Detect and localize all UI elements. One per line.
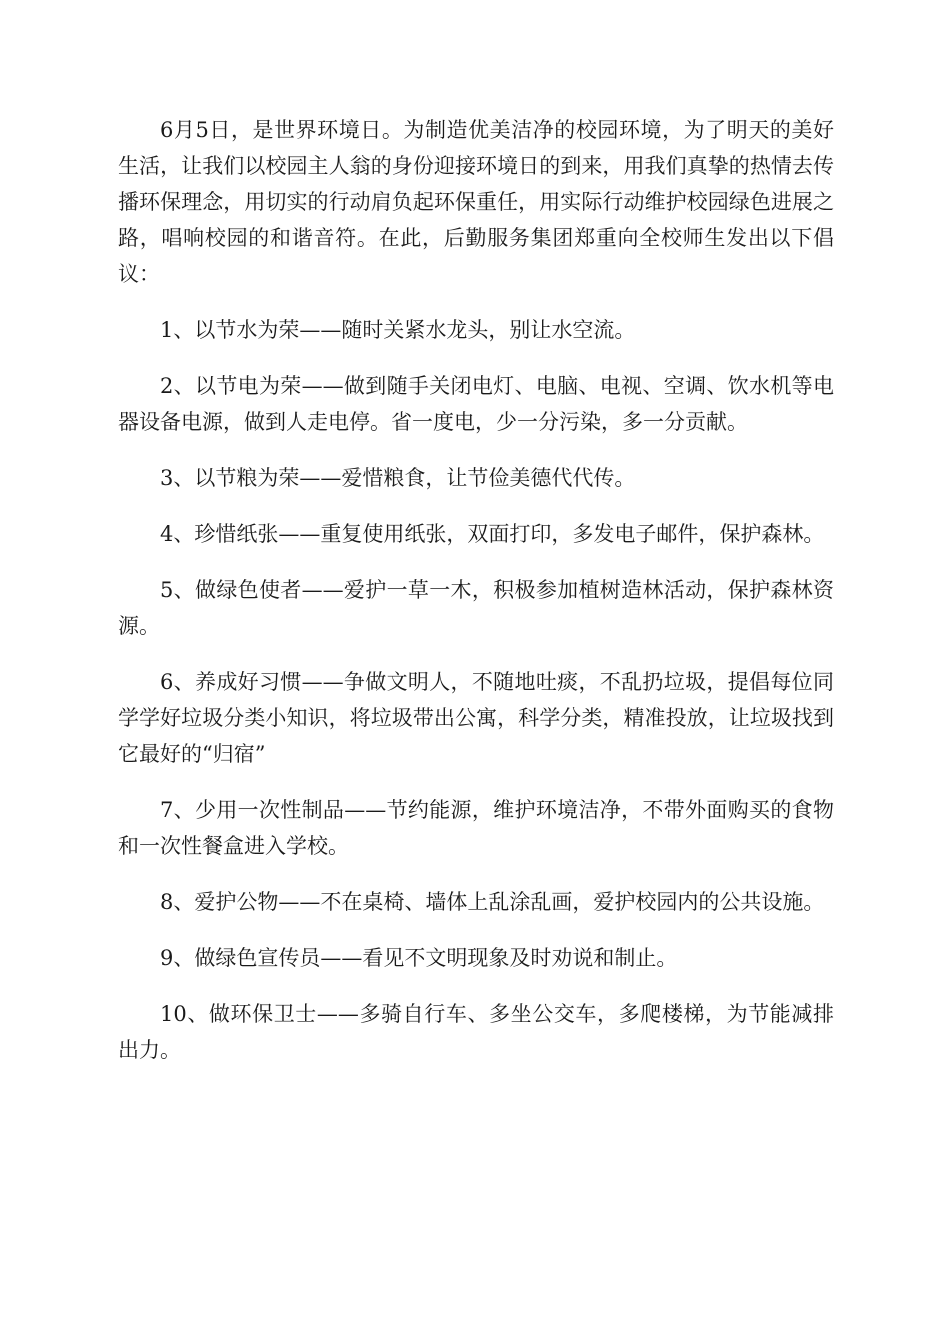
proposal-item-5: 5、做绿色使者——爱护一草一木，积极参加植树造林活动，保护森林资源。: [118, 578, 834, 638]
intro-paragraph: 6月5日，是世界环境日。为制造优美洁净的校园环境，为了明天的美好生活，让我们以校园主人翁的身份迎接环境日的到来，用我们真挚的热情去传播环保理念，用切实的行动肩负起环保重任，用实际行动维护校园绿色进展之路，唱响校园的和谐音符。在此，后勤服务集团郑重向全校师生发出以下倡议：: [118, 118, 834, 286]
proposal-item-3: 3、以节粮为荣——爱惜粮食，让节俭美德代代传。: [160, 466, 636, 490]
proposal-item-8: 8、爱护公物——不在桌椅、墙体上乱涂乱画，爱护校园内的公共设施。: [160, 890, 825, 914]
proposal-item-7: 7、少用一次性制品——节约能源，维护环境洁净，不带外面购买的食物和一次性餐盒进入学校。: [118, 798, 834, 858]
proposal-item-1: 1、以节水为荣——随时关紧水龙头，别让水空流。: [160, 318, 636, 342]
proposal-item-6: 6、养成好习惯——争做文明人，不随地吐痰，不乱扔垃圾，提倡每位同学学好垃圾分类小知识，将垃圾带出公寓，科学分类，精准投放，让垃圾找到它最好的“归宿”: [118, 670, 834, 766]
proposal-item-9: 9、做绿色宣传员——看见不文明现象及时劝说和制止。: [160, 946, 678, 970]
proposal-item-10: 10、做环保卫士——多骑自行车、多坐公交车，多爬楼梯，为节能减排出力。: [118, 1002, 834, 1062]
proposal-item-2: 2、以节电为荣——做到随手关闭电灯、电脑、电视、空调、饮水机等电器设备电源，做到人走电停。省一度电，少一分污染，多一分贡献。: [118, 374, 834, 434]
document-body: [118, 112, 834, 1088]
proposal-item-4: 4、珍惜纸张——重复使用纸张，双面打印，多发电子邮件，保护森林。: [160, 522, 825, 546]
